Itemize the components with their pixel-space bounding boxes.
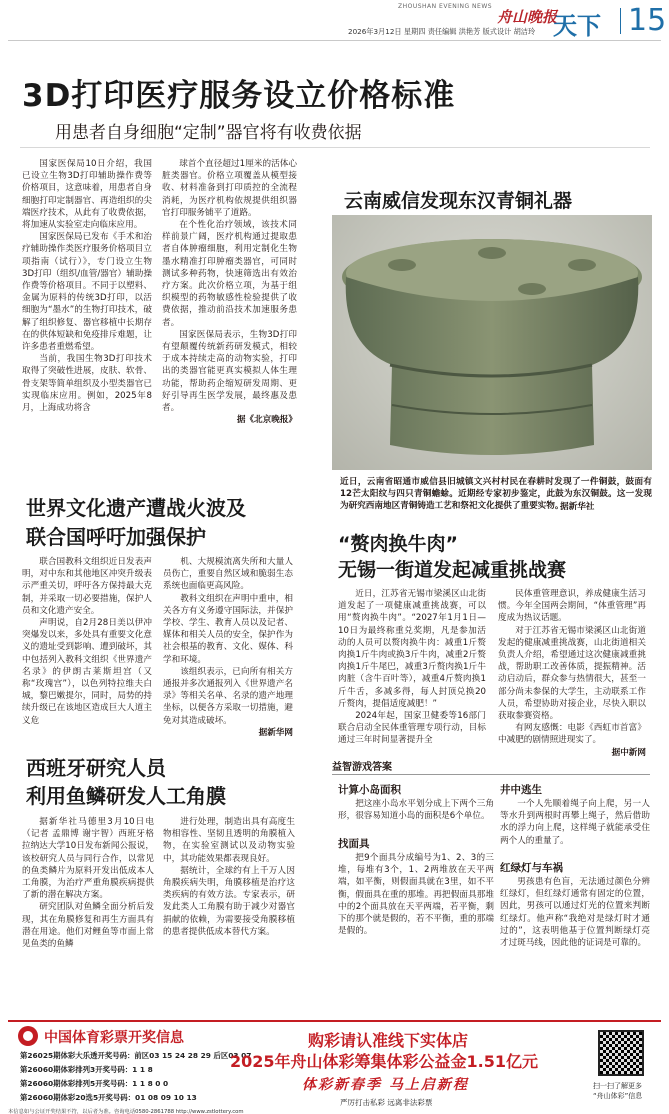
puzzle-title: 井中逃生 [500, 784, 542, 796]
lottery-slogan: 体彩新春季 马上启新程 [302, 1077, 469, 1093]
article4-column-1 [22, 816, 154, 950]
photo-credit: 据新华社 [560, 502, 595, 512]
bronze-drum-illustration [332, 215, 652, 470]
paragraph: 进行处理，制造出具有高度生物相容性、坚韧且透明的角膜植入物，在实验室测试以及动物实验中，其功能效果都表现良好。 [163, 817, 295, 864]
paragraph: 声明说，自2月28日美以伊冲突爆发以来，多处具有重要文化意义的遗址受到影响、遭到破坏，其中包括列入教科文组织《世界遗产名录》的伊朗古莱斯坦宫（又称“玫瑰宫”），以色列特拉维夫白城，黎巴嫩提尔，同时，局势的持续升级已在该地区造成巨大人道主义危 [22, 618, 152, 726]
article2-column-2 [163, 556, 293, 739]
article2-credit: 据新华网 [258, 727, 293, 738]
qr-caption: 扫一扫了解更多 [593, 1082, 642, 1090]
article3-column-1 [338, 588, 486, 747]
paragraph: 当前，我国生物3D打印技术取得了突破性进展，皮肤、软骨、骨支架等简单组织及小型类器官已实现临床应用。例如，2025年8月，上海成功将含 [22, 354, 152, 414]
article4-column-2 [163, 816, 295, 938]
puzzle-answer [338, 852, 494, 937]
header-rule [8, 40, 661, 41]
dateline: 2026年3月12日 星期四 责任编辑 洪艳芳 版式设计 胡洁玲 [348, 27, 536, 36]
lottery-notice: 严厉打击私彩 远离非法彩票 [340, 1098, 433, 1107]
article3-column-2 [498, 588, 646, 759]
paragraph: 近日，江苏省无锡市梁溪区山北街道发起了一项健康减重挑战赛，可以用“赘肉换牛肉”。“2027年1月1日—10日为最终称重兑奖期，凡是参加活动的人员可以赘肉换牛肉：减重1斤赘肉换1斤牛肉或换3斤牛肉，减重2斤赘肉换1斤牛尾巴，减重3斤赘肉换1斤牛肉脏（含牛百叶等），减重4斤赘肉换1斤牛舌，多减多得，每人封顶兑换20斤赘肉，提倡适度减肥！” [338, 589, 486, 709]
bronze-drum-photo [332, 215, 652, 470]
photo-caption: 近日，云南省昭通市威信县旧城镇文兴村村民在春耕时发现了一件铜鼓，鼓面有12芒太阳纹与四只青铜蟾蜍。近期经专家初步鉴定，此鼓为东汉铜鼓。这一发现为研究西南地区青铜铸造工艺和祭祀文化提供了重要实物。 [340, 477, 652, 512]
headline-heritage-line1: 世界文化遗产遭战火波及 [26, 496, 246, 520]
header-divider [620, 8, 621, 34]
puzzle-title: 红绿灯与车祸 [500, 862, 563, 874]
lottery-result: 第26060期体彩20选5开奖号码：01 08 09 10 13 [20, 1093, 197, 1102]
puzzle-title: 计算小岛面积 [338, 784, 401, 796]
paragraph: 国家医保局表示，生物3D打印有望颠覆传统新药研发模式，相较于成本持续走高的动物实验，打印出的类器官能更真实模拟人体生理功能，帮助药企缩短研发周期、更好引导再生医学发展，最终惠及患者。 [162, 329, 297, 414]
paragraph: 把9个面具分成编号为1、2、3的三堆，每堆有3个，1、2两堆放在天平两端，如平衡，则假面具就在3里，如不平衡，假面具在重的那堆。再把假面具那堆中的2个面具放在天平两端，若平衡，剩下的那个就是假的，若不平衡，重的那端是假的。 [338, 853, 494, 937]
puzzle-divider [332, 774, 650, 775]
lottery-result: 第26025期体彩大乐透开奖号码：前区03 15 24 28 29 后区03 07 [20, 1051, 252, 1060]
lottery-panel [8, 1020, 661, 1114]
puzzle-answer [500, 876, 650, 949]
qr-caption: “舟山体彩”信息 [593, 1092, 643, 1100]
paragraph: 据统计，全球约有上千万人因角膜疾病失明，角膜移植是治疗这类疾病的有效方法。专家表示，研发此类人工角膜有助于减少对器官捐献的依赖，为需要接受角膜移植的患者提供低成本替代方案。 [163, 865, 295, 937]
article1-credit: 据《北京晚报》 [236, 415, 297, 426]
paragraph: 对于江苏省无锡市梁溪区山北街道发起的健康减重挑战赛，山北街道相关负责人介绍，希望通过这次健康减重挑战，帮助职工改善体质，提振精神。活动启动后，群众参与热情很大，甚至一部分尚未参保的大学生，主动联系工作人员，希望协助对接企业，尽快入职以获取参赛资格。 [498, 625, 646, 722]
paragraph: 在个性化治疗领域，该技术同样前景广阔，医疗机构通过提取患者自体肿瘤细胞，利用定制化生物墨水精准打印肿瘤类器官，可同时测试多种药物，快速筛选出有效治疗方案。此次价格立项，为基于组织模型的药物敏感性检验提供了收费依据，推动前沿技术加速服务患者。 [162, 220, 297, 328]
article1-column-1 [22, 158, 152, 414]
paragraph: 2024年起，国家卫健委等16部门联合启动全民体重管理专项行动，目标通过三年时间显著提升全 [338, 711, 486, 746]
paragraph: 教科文组织在声明中重申，相关各方有义务遵守国际法，并保护学校、学生、教育人员以及记者、媒体和相关人员的安全，保护作为社会根基的教育、文化、媒体、科学和环境。 [163, 593, 293, 665]
newspaper-logo: 舟山晚报 [497, 8, 558, 26]
headline-bronze-drum: 云南威信发现东汉青铜礼器 [344, 190, 573, 212]
paragraph: 机、大规模流离失所和大量人员伤亡，重要自然区域和脆弱生态系统也面临更高风险。 [163, 557, 293, 592]
masthead-english: ZHOUSHAN EVENING NEWS [398, 3, 493, 10]
qr-code-icon [598, 1030, 644, 1076]
puzzle-answer [500, 798, 650, 847]
paragraph: 该组织表示，已向所有相关方通报并多次通报列入《世界遗产名录》等相关名单、名录的遗产地理坐标，以便各方采取一切措施，避免对其造成破坏。 [163, 666, 293, 726]
headline-cornea-line1: 西班牙研究人员 [26, 756, 166, 780]
puzzle-answer [338, 798, 494, 822]
headline-weight-line2: 无锡一街道发起减重挑战赛 [338, 559, 567, 581]
paragraph: 据新华社马德里3月10日电（记者 孟鼎博 谢宇智）西班牙格拉纳达大学10日发布新闻公报说，该校研究人员与同行合作，以常见的鱼类鳞片为原料开发出低成本人工角膜，为治疗严重角膜疾病提供了新的潜在解决方案。 [22, 817, 154, 901]
paragraph: 联合国教科文组织近日发表声明，对中东和其他地区冲突升级表示严重关切，呼吁各方保持最大克制，并采取一切必要措施，保护人员和文化遗产安全。 [22, 557, 152, 616]
lottery-result: 第26060期体彩排列3开奖号码：1 1 8 [20, 1065, 153, 1074]
paragraph: 把这座小岛水平划分成上下两个三角形，很容易知道小岛的面积是6个单位。 [338, 799, 494, 822]
paragraph: 有网友感慨：电影《西虹市首富》中减肥的剧情照进现实了。 [498, 723, 646, 746]
lottery-ad-line2: 2025年舟山体彩筹集体彩公益金1.51亿元 [230, 1052, 539, 1071]
paragraph: 民体重管理意识，养成健康生活习惯。今年全国两会期间，“体重管理”再度成为热议话题。 [498, 589, 646, 624]
paragraph: 球首个直径超过1厘米的活体心脏类器官。价格立项覆盖从模型接收、材料准备到打印质控的全流程消耗，为医疗机构依规提供组织器官打印服务铺平了道路。 [162, 159, 297, 218]
puzzle-title: 找面具 [338, 838, 370, 850]
paragraph: 国家医保局已发布《手术和治疗辅助操作类医疗服务价格项目立项指南（试行）》，专门设立生物3D打印（组织/血管/器官）辅助操作费等价格项目。不同于以塑料、金属为原料的传统3D打印，以活细胞为“墨水”的生物打印技术，破解了组织修复、器官移植中长期存在的供体短缺和免疫排斥难题，让许多患者重燃希望。 [22, 232, 152, 353]
headline-3d-printing: 3D打印医疗服务设立价格标准 [22, 78, 456, 114]
paragraph: 男孩患有色盲，无法通过颜色分辨红绿灯，但红绿灯通常有固定的位置，因此，男孩可以通过灯光的位置来判断红绿灯。他声称“我绝对是绿灯时才通过的”，这表明他基于位置判断绿灯亮才过斑马线，因此他的证词是可靠的。 [500, 877, 650, 949]
lottery-ad-line1: 购彩请认准线下实体店 [308, 1031, 469, 1050]
lottery-footer: 本信息如与公证开奖结果不符，以后者为准。咨询电话0580-2861788 http://www.zstlottery.com [8, 1109, 244, 1114]
paragraph: 研究团队对鱼鳞全面分析后发现，其在角膜修复和再生方面具有潜在用途。他们对鲤鱼等市面上常见鱼类的鱼鳞 [22, 902, 154, 950]
paragraph: 一个人先顺着绳子向上爬，另一人等水升到两根时再攀上绳子，然后借助水的浮力向上爬，这样绳子就能承受住两个人的重量了。 [500, 799, 650, 846]
article2-column-1 [22, 556, 152, 727]
headline-cornea-line2: 利用鱼鳞研发人工角膜 [26, 784, 226, 808]
divider [20, 147, 650, 148]
page-number: 15 [628, 3, 667, 38]
section-name: 天下 [553, 12, 601, 40]
subheadline-3d-printing: 用患者自身细胞“定制”器官将有收费依据 [55, 123, 362, 143]
headline-heritage-line2: 联合国呼吁加强保护 [26, 525, 206, 549]
lottery-result: 第26060期体彩排列5开奖号码：1 1 8 0 0 [20, 1079, 169, 1088]
puzzle-heading: 益智游戏答案 [332, 762, 392, 773]
article3-credit: 据中新网 [611, 747, 646, 758]
lottery-title: 中国体育彩票开奖信息 [44, 1030, 184, 1046]
article1-column-2 [162, 158, 297, 426]
headline-weight-line1: “赘肉换牛肉” [338, 533, 458, 555]
paragraph: 国家医保局10日介绍，我国已设立生物3D打印辅助操作费等价格项目，这意味着，用患者自身细胞打印定制器官、再造组织的尖端医疗技术，从此有了收费依据，将加速从实验室走向临床应用。 [22, 159, 152, 231]
lottery-logo-icon [18, 1026, 38, 1046]
